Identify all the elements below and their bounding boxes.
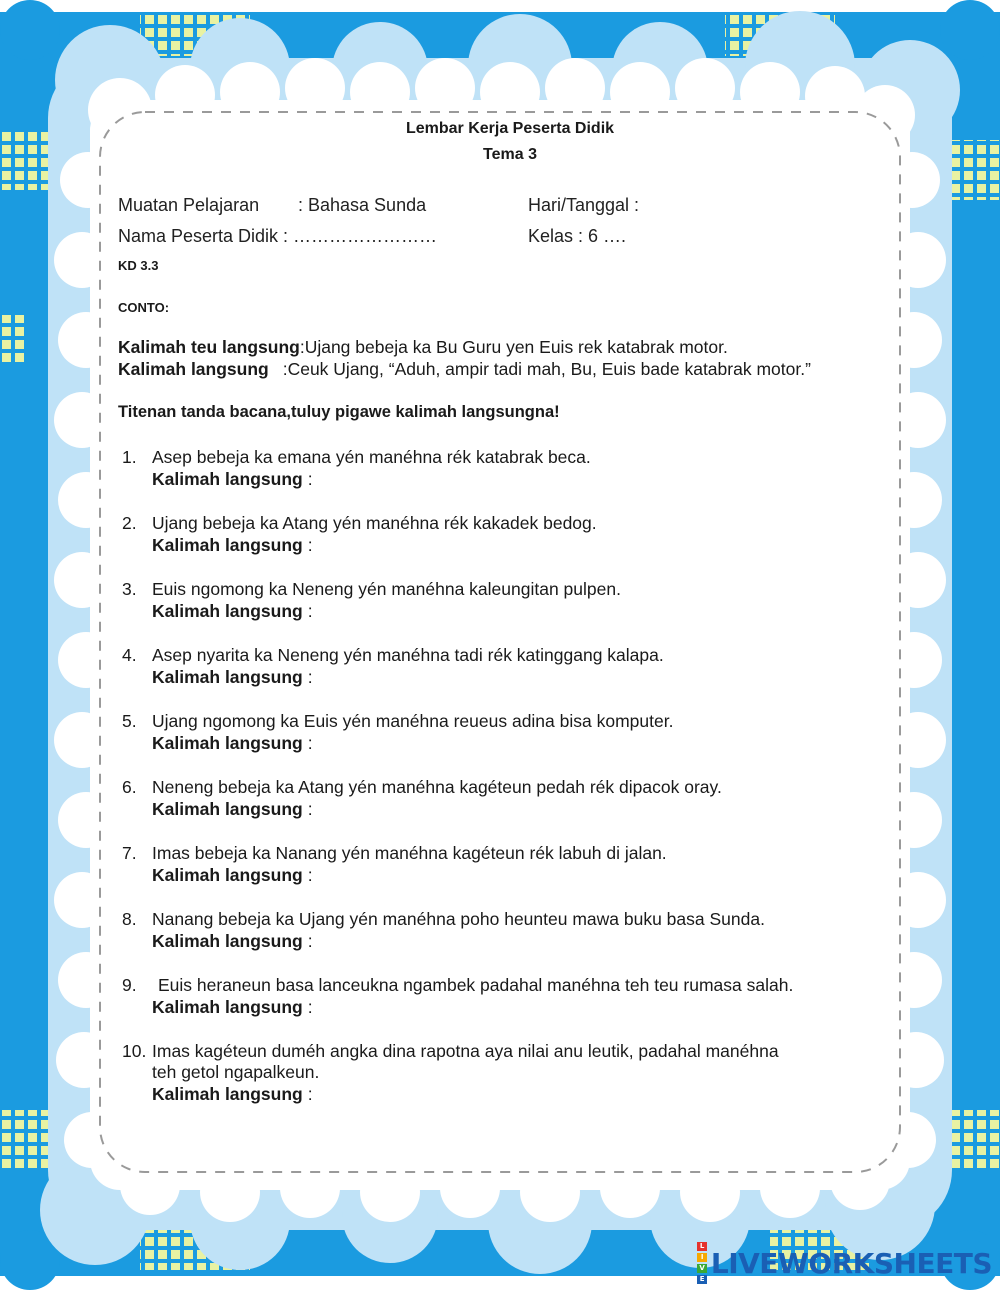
question-text: Ujang bebeja ka Atang yén manéhna rék kakadek bedog. — [152, 513, 597, 533]
answer-colon: : — [307, 997, 313, 1017]
question-text: Euis ngomong ka Neneng yén manéhna kaleungitan pulpen. — [152, 579, 621, 599]
question-text: Euis heraneun basa lanceukna ngambek padahal manéhna teh teu rumasa salah. — [158, 975, 794, 995]
question-text: Asep nyarita ka Neneng yén manéhna tadi rék katinggang kalapa. — [152, 645, 664, 665]
question-text: Ujang ngomong ka Euis yén manéhna reueus adina bisa komputer. — [152, 711, 674, 731]
question-number: 6. — [122, 777, 137, 797]
answer-label — [152, 535, 313, 556]
kd-label: KD 3.3 — [118, 258, 159, 273]
question-number: 2. — [122, 513, 137, 533]
answer-label-text: Kalimah langsung — [152, 997, 303, 1017]
answer-label-text: Kalimah langsung — [152, 799, 303, 819]
answer-label-text: Kalimah langsung — [152, 469, 303, 489]
conto-label: CONTO: — [118, 300, 170, 315]
hari-tanggal-label: Hari/Tanggal : — [528, 195, 640, 215]
logo-text: LIVEWORKSHEETS — [710, 1246, 992, 1280]
answer-label — [152, 469, 313, 490]
answer-colon: : — [307, 601, 313, 621]
kelas-label: Kelas : 6 …. — [528, 226, 627, 246]
question-number: 9. — [122, 975, 137, 995]
example-indirect-text: :Ujang bebeja ka Bu Guru yen Euis rek katabrak motor. — [299, 337, 728, 357]
answer-colon: : — [307, 865, 313, 885]
example-direct-text: :Ceuk Ujang, “Aduh, ampir tadi mah, Bu, Euis bade katabrak motor.” — [282, 359, 811, 379]
answer-label — [152, 601, 313, 622]
question-number: 5. — [122, 711, 137, 731]
answer-label — [152, 733, 313, 754]
answer-colon: : — [307, 1084, 313, 1104]
question-number: 10. — [122, 1041, 147, 1061]
question-number: 1. — [122, 447, 137, 467]
question-number: 3. — [122, 579, 137, 599]
instruction: Titenan tanda bacana,tuluy pigawe kalimah langsungna! — [118, 403, 560, 421]
answer-label-text: Kalimah langsung — [152, 931, 303, 951]
answer-label-text: Kalimah langsung — [152, 535, 303, 555]
answer-label-text: Kalimah langsung — [152, 601, 303, 621]
nama-peserta-label: Nama Peserta Didik : …………………… — [118, 226, 438, 246]
answer-label — [152, 865, 313, 886]
answer-label-text: Kalimah langsung — [152, 667, 303, 687]
question-number: 7. — [122, 843, 137, 863]
example-indirect-label: Kalimah teu langsung — [118, 337, 300, 357]
answer-colon: : — [307, 667, 313, 687]
question-number: 8. — [122, 909, 137, 929]
answer-colon: : — [307, 931, 313, 951]
question-text: Asep bebeja ka emana yén manéhna rék katabrak beca. — [152, 447, 591, 467]
answer-label — [152, 1084, 313, 1105]
question-text-continued: teh getol ngapalkeun. — [152, 1062, 320, 1082]
answer-label — [152, 931, 313, 952]
answer-label-text: Kalimah langsung — [152, 865, 303, 885]
answer-label-text: Kalimah langsung — [152, 1084, 303, 1104]
question-text: Imas kagéteun duméh angka dina rapotna aya nilai anu leutik, padahal manéhna — [152, 1041, 779, 1061]
question-text: Nanang bebeja ka Ujang yén manéhna poho heunteu mawa buku basa Sunda. — [152, 909, 765, 929]
answer-label-text: Kalimah langsung — [152, 733, 303, 753]
answer-label — [152, 799, 313, 820]
worksheet-subtitle: Tema 3 — [483, 146, 537, 163]
example-indirect — [118, 337, 728, 358]
logo-mark-icon: L I V E — [697, 1241, 707, 1285]
muatan-value: : Bahasa Sunda — [298, 195, 427, 215]
example-direct-label: Kalimah langsung — [118, 359, 269, 379]
liveworksheets-logo — [697, 1241, 992, 1285]
answer-colon: : — [307, 799, 313, 819]
example-direct — [118, 359, 811, 380]
answer-colon: : — [307, 733, 313, 753]
answer-label — [152, 667, 313, 688]
answer-colon: : — [307, 535, 313, 555]
answer-colon: : — [307, 469, 313, 489]
worksheet-title: Lembar Kerja Peserta Didik — [405, 120, 615, 137]
muatan-label: Muatan Pelajaran — [118, 195, 260, 215]
question-text: Neneng bebeja ka Atang yén manéhna kagéteun pedah rék dipacok oray. — [152, 777, 722, 797]
question-number: 4. — [122, 645, 137, 665]
answer-label — [152, 997, 313, 1018]
question-text: Imas bebeja ka Nanang yén manéhna kagéteun rék labuh di jalan. — [152, 843, 667, 863]
